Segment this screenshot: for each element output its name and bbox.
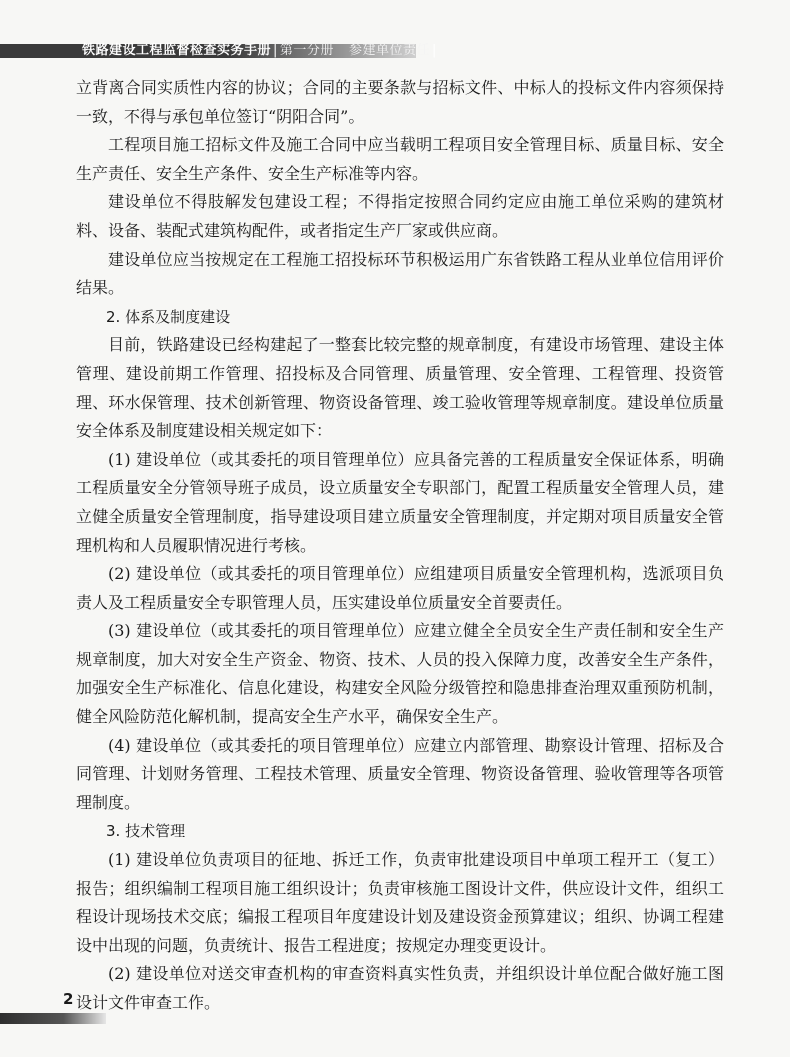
list-item: (1) 建设单位负责项目的征地、拆迁工作，负责审批建设项目中单项工程开工（复工）报告；组织编制工程项目施工组织设计；负责审核施工图设计文件，供应设计文件，组织工程设计现场技术交底；编报工程项目年度建设计划及建设资金预算建议；组织、协调工程建设中出现的问题，负责统计、报告工程进度；按规定办理变更设计。 bbox=[76, 850, 724, 955]
header-separator-right: | bbox=[432, 43, 437, 58]
section-heading: 2. 体系及制度建设 bbox=[106, 307, 231, 326]
section-heading: 3. 技术管理 bbox=[106, 822, 186, 841]
paragraph: 工程项目施工招标文件及施工合同中应当载明工程项目安全管理目标、质量目标、安全生产责任、安全生产条件、安全生产标准等内容。 bbox=[76, 135, 724, 183]
body-text bbox=[76, 74, 724, 1018]
list-item: (2) 建设单位（或其委托的项目管理单位）应组建项目质量安全管理机构，选派项目负责人及工程质量安全专职管理人员，压实建设单位质量安全首要责任。 bbox=[76, 564, 724, 612]
section-label: 参建单位责任 bbox=[349, 43, 431, 58]
list-item: (2) 建设单位对送交审查机构的审查资料真实性负责，并组织设计单位配合做好施工图设计文件审查工作。 bbox=[76, 964, 724, 1012]
running-header bbox=[82, 42, 439, 60]
footer-bar bbox=[0, 1013, 106, 1024]
list-item: (4) 建设单位（或其委托的项目管理单位）应建立内部管理、勘察设计管理、招标及合同管理、计划财务管理、工程技术管理、质量安全管理、物资设备管理、验收管理等各项管理制度。 bbox=[76, 735, 724, 812]
paragraph-continuation: 立背离合同实质性内容的协议；合同的主要条款与招标文件、中标人的投标文件内容须保持一致，不得与承包单位签订“阴阳合同”。 bbox=[76, 78, 724, 126]
header-separator-left: | bbox=[273, 43, 278, 58]
book-title: 铁路建设工程监督检查实务手册 bbox=[82, 43, 272, 58]
list-item: (1) 建设单位（或其委托的项目管理单位）应具备完善的工程质量安全保证体系，明确工程质量安全分管领导班子成员，设立质量安全专职部门，配置工程质量安全管理人员，建立健全质量安全管理制度，指导建设项目建立质量安全管理制度，并定期对项目质量安全管理机构和人员履职情况进行考核。 bbox=[76, 449, 724, 555]
volume-label: 第一分册 bbox=[279, 43, 334, 58]
paragraph: 建设单位应当按规定在工程施工招投标环节积极运用广东省铁路工程从业单位信用评价结果。 bbox=[76, 249, 724, 298]
list-item: (3) 建设单位（或其委托的项目管理单位）应建立健全全员安全生产责任制和安全生产规章制度，加大对安全生产资金、物资、技术、人员的投入保障力度，改善安全生产条件，加强安全生产标准化、信息化建设，构建安全风险分级管控和隐患排查治理双重预防机制，健全风险防范化解机制，提高安全生产水平，确保安全生产。 bbox=[76, 621, 724, 727]
paragraph: 建设单位不得肢解发包建设工程；不得指定按照合同约定应由施工单位采购的建筑材料、设备、装配式建筑构配件，或者指定生产厂家或供应商。 bbox=[76, 192, 724, 240]
paragraph: 目前，铁路建设已经构建起了一整套比较完整的规章制度，有建设市场管理、建设主体管理、建设前期工作管理、招投标及合同管理、质量管理、安全管理、工程管理、投资管理、环水保管理、技术创新管理、物资设备管理、竣工验收管理等规章制度。建设单位质量安全体系及制度建设相关规定如下： bbox=[76, 335, 724, 441]
page-number: 2 bbox=[63, 990, 74, 1008]
